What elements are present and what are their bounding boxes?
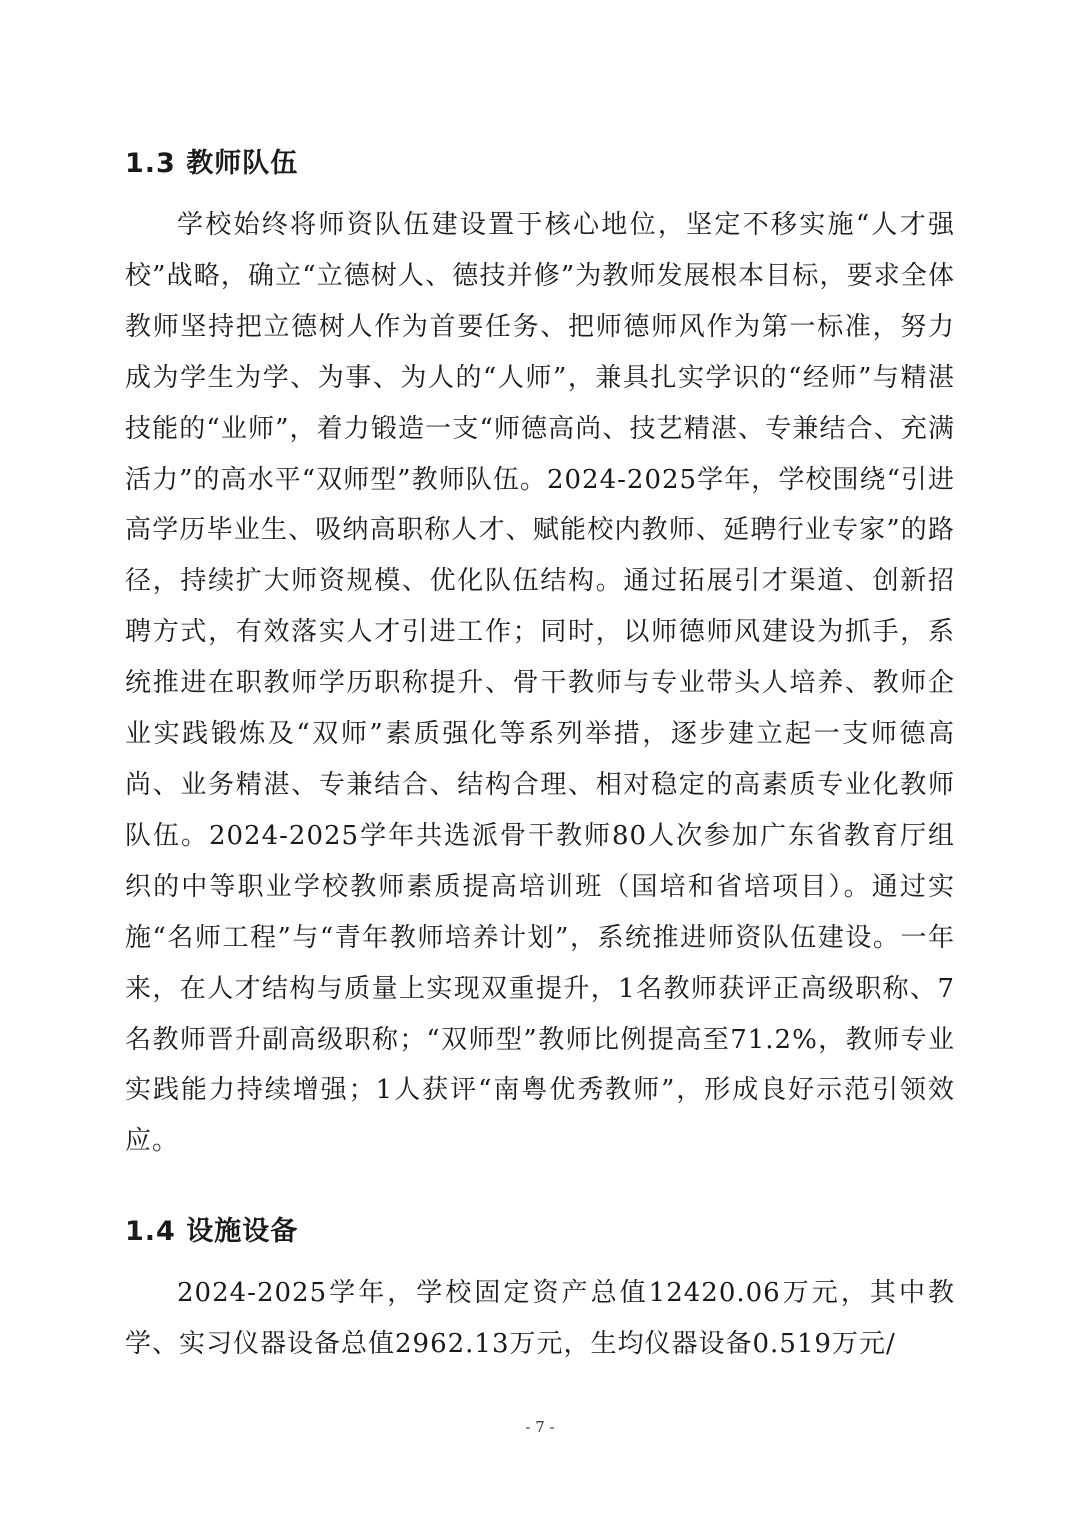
section-teacher-team (125, 138, 955, 1167)
page-number: - 7 - (525, 1418, 555, 1436)
section-heading: 1.3 教师队伍 (125, 148, 299, 179)
section-facilities (125, 1206, 955, 1370)
section-paragraph: 学校始终将师资队伍建设置于核心地位，坚定不移实施“人才强校”战略，确立“立德树人、德技并修”为教师发展根本目标，要求全体教师坚持把立德树人作为首要任务、把师德师风作为第一标准，努力成为学生为学、为事、为人的“人师”，兼具扎实学识的“经师”与精湛技能的“业师”，着力锻造一支“师德高尚、技艺精湛、专兼结合、充满活力”的高水平“双师型”教师队伍。2024-2025学年，学校围绕“引进高学历毕业生、吸纳高职称人才、赋能校内教师、延聘行业专家”的路径，持续扩大师资规模、优化队伍结构。通过拓展引才渠道、创新招聘方式，有效落实人才引进工作；同时，以师德师风建设为抓手，系统推进在职教师学历职称提升、骨干教师与专业带头人培养、教师企业实践锻炼及“双师”素质强化等系列举措，逐步建立起一支师德高尚、业务精湛、专兼结合、结构合理、相对稳定的高素质专业化教师队伍。2024-2025学年共选派骨干教师80人次参加广东省教育厅组织的中等职业学校教师素质提高培训班（国培和省培项目）。通过实施“名师工程”与“青年教师培养计划”，系统推进师资队伍建设。一年来，在人才结构与质量上实现双重提升，1名教师获评正高级职称、7名教师晋升副高级职称；“双师型”教师比例提高至71.2%，教师专业实践能力持续增强；1人获评“南粤优秀教师”，形成良好示范引领效应。 (125, 210, 955, 1157)
section-heading: 1.4 设施设备 (125, 1216, 299, 1247)
section-paragraph: 2024-2025学年，学校固定资产总值12420.06万元，其中教学、实习仪器设备总值2962.13万元，生均仪器设备0.519万元/ (125, 1278, 955, 1359)
